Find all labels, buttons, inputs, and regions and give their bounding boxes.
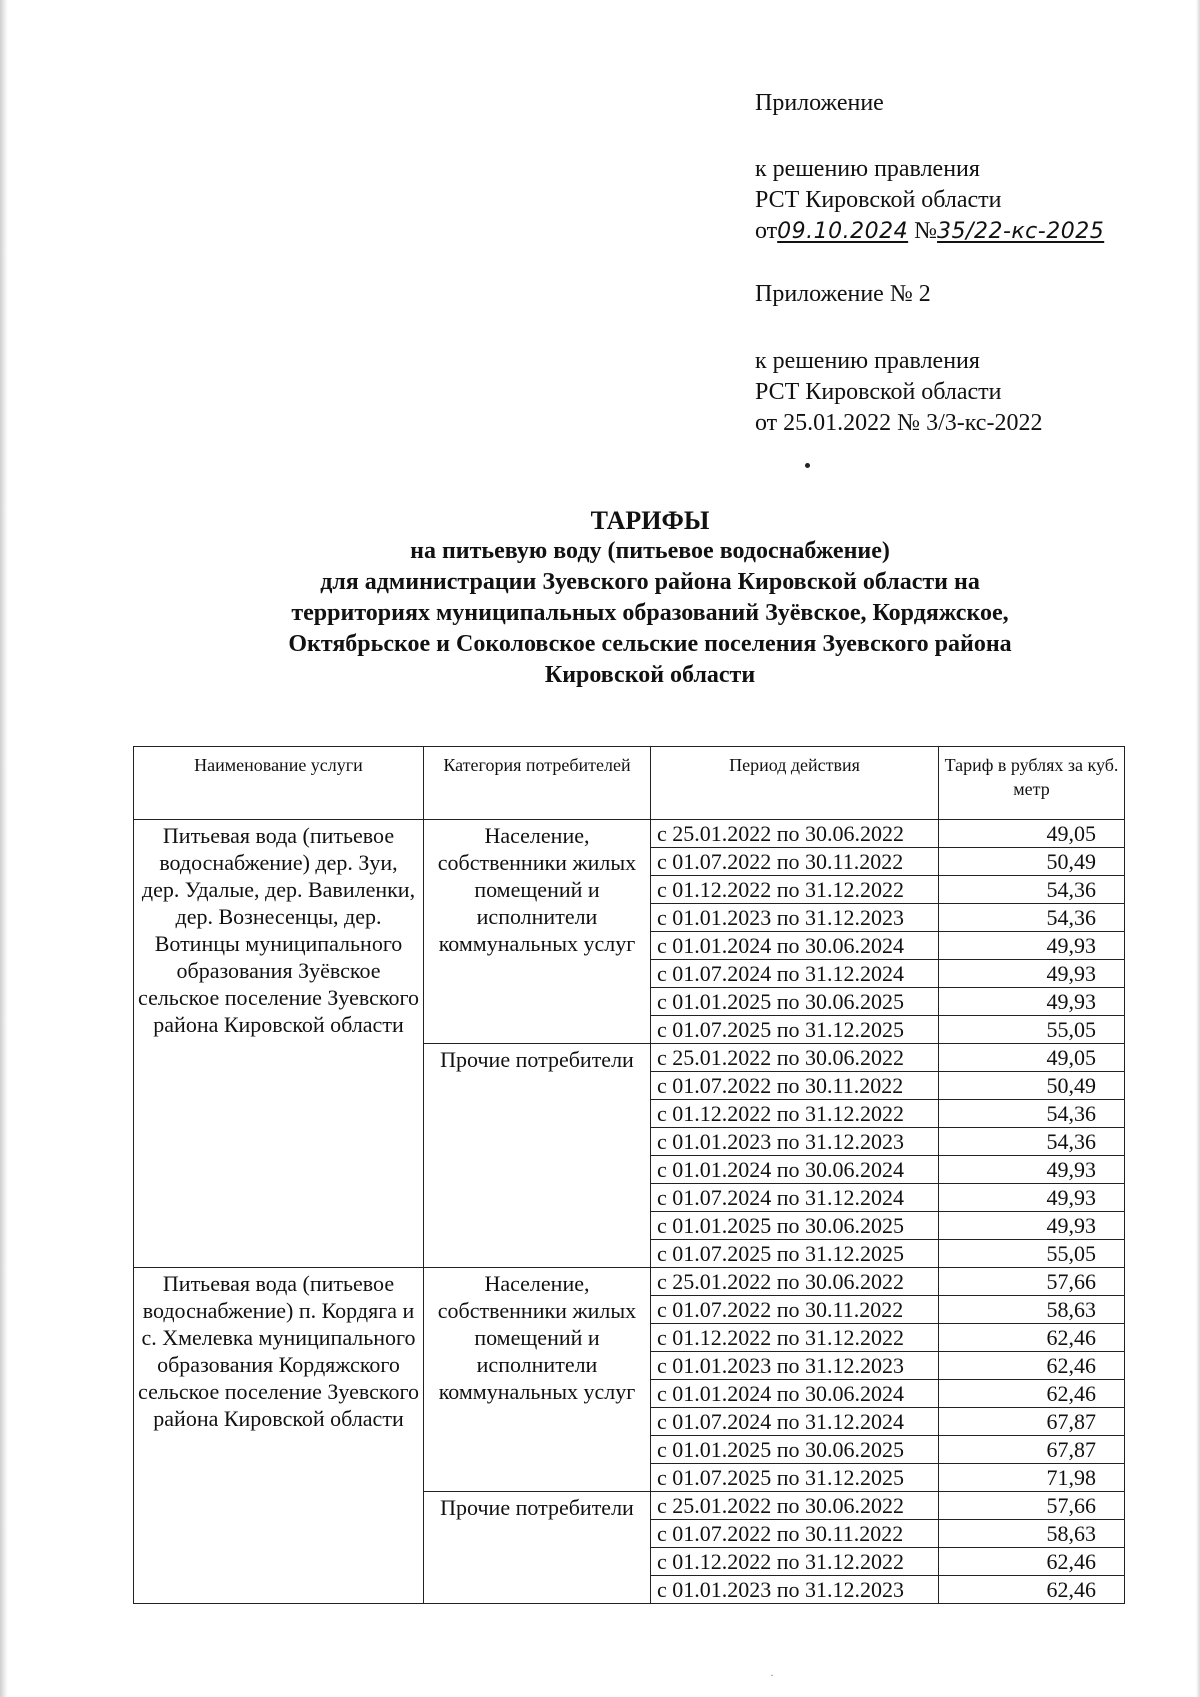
appendix-line: Приложение № 2 (755, 281, 931, 307)
title-main: ТАРИФЫ (590, 506, 710, 535)
appendix-line: от 25.01.2022 № 3/3-кс-2022 (755, 410, 1043, 436)
tariff-cell: 62,46 (939, 1352, 1125, 1380)
period-cell: с 01.01.2024 по 30.06.2024 (651, 1380, 939, 1408)
tariff-cell: 67,87 (939, 1408, 1125, 1436)
tariff-table (133, 746, 1125, 1604)
period-cell: с 25.01.2022 по 30.06.2022 (651, 1492, 939, 1520)
tariff-cell: 49,93 (939, 1184, 1125, 1212)
appendix-line: Приложение (755, 90, 884, 116)
header-category: Категория потребителей (424, 747, 651, 820)
tariff-cell: 54,36 (939, 904, 1125, 932)
title-line: территориях муниципальных образований Зуёвское, Кордяжское, (291, 600, 1009, 626)
tariff-cell: 49,93 (939, 988, 1125, 1016)
period-cell: с 01.01.2025 по 30.06.2025 (651, 1436, 939, 1464)
tariff-cell: 49,93 (939, 932, 1125, 960)
tariff-cell: 54,36 (939, 876, 1125, 904)
period-cell: с 01.01.2023 по 31.12.2023 (651, 1352, 939, 1380)
tariff-cell: 49,93 (939, 1156, 1125, 1184)
appendix-title (755, 88, 884, 119)
tariff-cell: 49,93 (939, 1212, 1125, 1240)
handwritten-date: 09.10.2024 (777, 219, 909, 244)
tariff-cell: 67,87 (939, 1436, 1125, 1464)
appendix-from-label: от (755, 218, 778, 244)
document-title (180, 505, 1120, 691)
appendix-line: РСТ Кировской области (755, 187, 1002, 213)
period-cell: с 01.12.2022 по 31.12.2022 (651, 1324, 939, 1352)
title-line: на питьевую воду (питьевое водоснабжение) (410, 538, 890, 564)
period-cell: с 01.01.2024 по 30.06.2024 (651, 932, 939, 960)
tariff-cell: 54,36 (939, 1128, 1125, 1156)
appendix-number-sign: № (908, 218, 938, 244)
period-cell: с 01.01.2023 по 31.12.2023 (651, 1128, 939, 1156)
period-cell: с 01.12.2022 по 31.12.2022 (651, 876, 939, 904)
title-line: Кировской области (544, 662, 756, 688)
period-cell: с 01.07.2025 по 31.12.2025 (651, 1464, 939, 1492)
category-cell: Прочие потребители (424, 1492, 651, 1604)
table-header-row (134, 747, 1125, 820)
appendix-2-title (755, 279, 931, 310)
tariff-cell: 54,36 (939, 1100, 1125, 1128)
period-cell: с 01.01.2025 по 30.06.2025 (651, 988, 939, 1016)
period-cell: с 01.07.2022 по 30.11.2022 (651, 1072, 939, 1100)
tariff-cell: 62,46 (939, 1380, 1125, 1408)
appendix-date-line (755, 216, 1104, 247)
tariff-cell: 49,05 (939, 1044, 1125, 1072)
tariff-cell: 50,49 (939, 1072, 1125, 1100)
appendix-line: к решению правления (755, 156, 980, 182)
title-line: Октябрьское и Соколовское сельские поселения Зуевского района (288, 631, 1012, 657)
period-cell: с 25.01.2022 по 30.06.2022 (651, 1268, 939, 1296)
period-cell: с 01.01.2023 по 31.12.2023 (651, 904, 939, 932)
tariff-cell: 62,46 (939, 1548, 1125, 1576)
appendix-decision-current (755, 154, 1104, 247)
period-cell: с 01.07.2022 по 30.11.2022 (651, 1520, 939, 1548)
appendix-line: РСТ Кировской области (755, 379, 1002, 405)
period-cell: с 01.07.2022 по 30.11.2022 (651, 1296, 939, 1324)
period-cell: с 01.07.2024 по 31.12.2024 (651, 960, 939, 988)
tariff-cell: 55,05 (939, 1016, 1125, 1044)
category-cell: Население, собственники жилых помещений и исполнители коммунальных услуг (424, 1268, 651, 1492)
header-period: Период действия (651, 747, 939, 820)
tariff-cell: 50,49 (939, 848, 1125, 876)
tariff-cell: 62,46 (939, 1576, 1125, 1604)
tariff-cell: 58,63 (939, 1520, 1125, 1548)
category-cell: Население, собственники жилых помещений и исполнители коммунальных услуг (424, 820, 651, 1044)
tariff-cell: 57,66 (939, 1492, 1125, 1520)
tariff-cell: 71,98 (939, 1464, 1125, 1492)
period-cell: с 01.12.2022 по 31.12.2022 (651, 1548, 939, 1576)
period-cell: с 01.01.2024 по 30.06.2024 (651, 1156, 939, 1184)
table-row (134, 820, 1125, 848)
period-cell: с 01.01.2023 по 31.12.2023 (651, 1576, 939, 1604)
tariff-cell: 49,93 (939, 960, 1125, 988)
tariff-cell: 58,63 (939, 1296, 1125, 1324)
tariff-cell: 55,05 (939, 1240, 1125, 1268)
appendix-decision-original (755, 346, 1042, 439)
scan-mark: · (770, 1668, 774, 1682)
table-body (134, 820, 1125, 1604)
service-name-cell: Питьевая вода (питьевое водоснабжение) дер. Зуи, дер. Удалые, дер. Вавиленки, дер. Вознесенцы, дер. Вотинцы муниципального образования Зуёвское сельское поселение Зуевского района Кировской области (134, 820, 424, 1268)
scan-right-edge (1196, 0, 1200, 1697)
period-cell: с 01.07.2024 по 31.12.2024 (651, 1408, 939, 1436)
title-line: для администрации Зуевского района Кировской области на (320, 569, 980, 595)
period-cell: с 01.07.2025 по 31.12.2025 (651, 1016, 939, 1044)
period-cell: с 25.01.2022 по 30.06.2022 (651, 1044, 939, 1072)
tariff-cell: 49,05 (939, 820, 1125, 848)
scan-dot (805, 463, 810, 468)
header-service: Наименование услуги (134, 747, 424, 820)
period-cell: с 25.01.2022 по 30.06.2022 (651, 820, 939, 848)
table-row (134, 1268, 1125, 1296)
period-cell: с 01.07.2024 по 31.12.2024 (651, 1184, 939, 1212)
tariff-cell: 57,66 (939, 1268, 1125, 1296)
period-cell: с 01.01.2025 по 30.06.2025 (651, 1212, 939, 1240)
handwritten-number: 35/22-кс-2025 (937, 219, 1105, 244)
period-cell: с 01.07.2025 по 31.12.2025 (651, 1240, 939, 1268)
period-cell: с 01.12.2022 по 31.12.2022 (651, 1100, 939, 1128)
service-name-cell: Питьевая вода (питьевое водоснабжение) п. Кордяга и с. Хмелевка муниципального образования Кордяжского сельское поселение Зуевского района Кировской области (134, 1268, 424, 1604)
tariff-cell: 62,46 (939, 1324, 1125, 1352)
period-cell: с 01.07.2022 по 30.11.2022 (651, 848, 939, 876)
category-cell: Прочие потребители (424, 1044, 651, 1268)
header-tariff: Тариф в рублях за куб. метр (939, 747, 1125, 820)
scan-left-edge (0, 0, 8, 1697)
appendix-line: к решению правления (755, 348, 980, 374)
